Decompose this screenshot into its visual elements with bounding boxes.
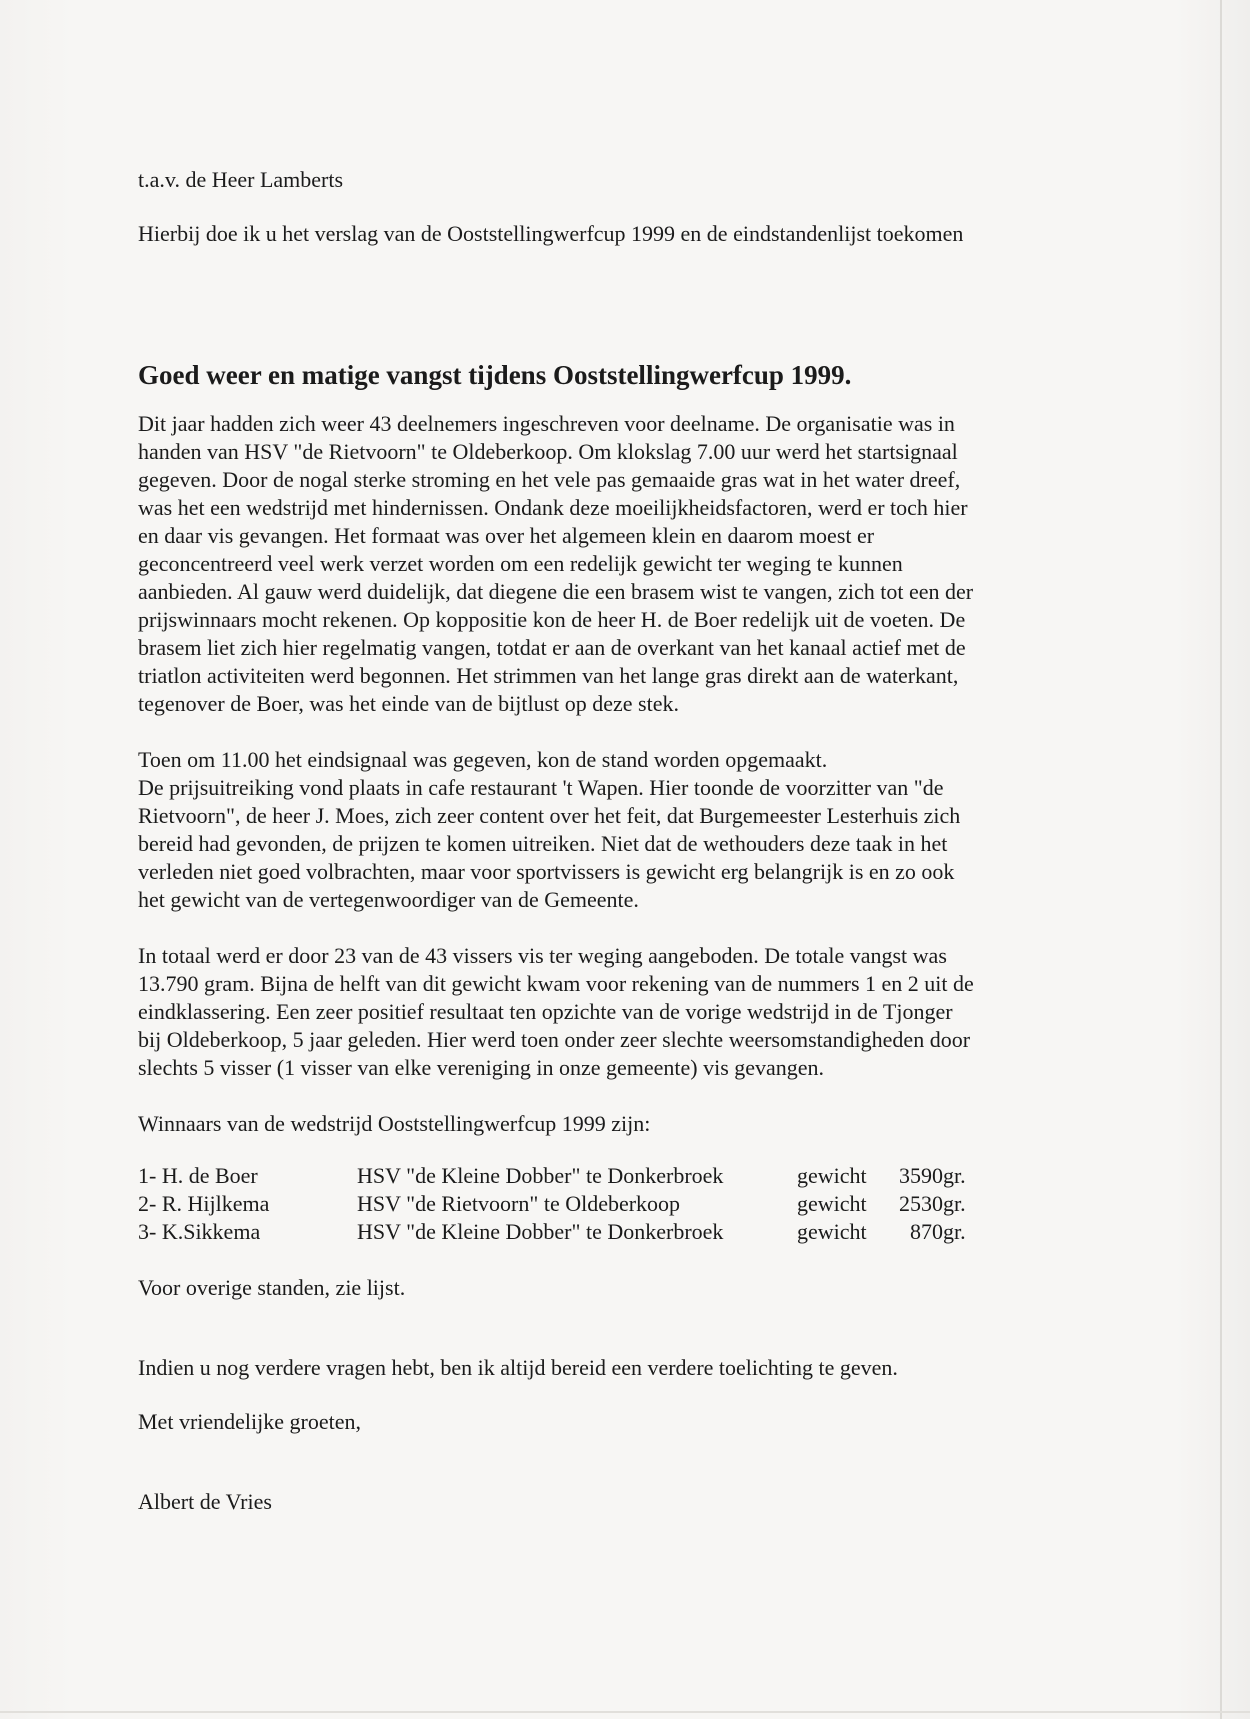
paragraph-line: gegeven. Door de nogal sterke stroming en het vele pas gemaaide gras wat in het water dreef, <box>138 467 961 492</box>
other-standings-line: Voor overige standen, zie lijst. <box>138 1275 406 1300</box>
winner-club: HSV "de Rietvoorn" te Oldeberkoop <box>357 1191 681 1216</box>
paragraph-line: Rietvoorn", de heer J. Moes, zich zeer content over het feit, dat Burgemeester Lesterhuis zich <box>138 803 961 828</box>
paragraph-1 <box>138 410 1078 718</box>
table-row <box>138 1218 973 1246</box>
paragraph-line: Dit jaar hadden zich weer 43 deelnemers ingeschreven voor deelname. De organisatie was in <box>138 411 955 436</box>
table-row <box>138 1190 973 1218</box>
weight-label: gewicht <box>797 1163 867 1188</box>
greeting-line: Met vriendelijke groeten, <box>138 1409 361 1434</box>
paragraph-line: tegenover de Boer, was het einde van de bijtlust op deze stek. <box>138 691 679 716</box>
weight-value: 2530 <box>899 1191 943 1216</box>
paragraph-line: en daar vis gevangen. Het formaat was over het algemeen klein en daarom moest er <box>138 523 875 548</box>
article-title: Goed weer en matige vangst tijdens Ooststellingwerfcup 1999. <box>138 360 852 390</box>
weight-unit: gr. <box>943 1219 966 1244</box>
paragraph-line: triatlon activiteiten werd begonnen. Het strimmen van het lange gras direkt aan de waterkant, <box>138 663 959 688</box>
weight-value: 870 <box>910 1219 943 1244</box>
winners-intro: Winnaars van de wedstrijd Ooststellingwerfcup 1999 zijn: <box>138 1111 651 1136</box>
paragraph-line: prijswinnaars mocht rekenen. Op koppositie kon de heer H. de Boer redelijk uit de voeten. De <box>138 607 966 632</box>
winner-club: HSV "de Kleine Dobber" te Donkerbroek <box>357 1163 724 1188</box>
paper-edge-bottom <box>0 1711 1250 1713</box>
paragraph-line: Toen om 11.00 het eindsignaal was gegeven, kon de stand worden opgemaakt. <box>138 747 828 772</box>
paragraph-3 <box>138 942 1078 1082</box>
paragraph-line: In totaal werd er door 23 van de 43 vissers vis ter weging aangeboden. De totale vangst was <box>138 943 947 968</box>
closing-line: Indien u nog verdere vragen hebt, ben ik altijd bereid een verdere toelichting te geven. <box>138 1355 898 1380</box>
weight-label: gewicht <box>797 1191 867 1216</box>
paragraph-line: verleden niet goed volbrachten, maar voor sportvissers is gewicht erg belangrijk is en zo ook <box>138 859 955 884</box>
paragraph-line: brasem liet zich hier regelmatig vangen, totdat er aan de overkant van het kanaal actief met de <box>138 635 966 660</box>
paragraph-line: het gewicht van de vertegenwoordiger van de Gemeente. <box>138 887 639 912</box>
paragraph-line: De prijsuitreiking vond plaats in cafe restaurant 't Wapen. Hier toonde de voorzitter van "de <box>138 775 944 800</box>
paragraph-line: eindklassering. Een zeer positief resultaat ten opzichte van de vorige wedstrijd in de Tjonger <box>138 999 953 1024</box>
winners-table <box>138 1162 973 1246</box>
letter-body <box>138 166 1078 1516</box>
winner-club: HSV "de Kleine Dobber" te Donkerbroek <box>357 1219 724 1244</box>
paragraph-line: handen van HSV "de Rietvoorn" te Oldeberkoop. Om klokslag 7.00 uur werd het startsignaal <box>138 439 958 464</box>
winner-name: 3- K.Sikkema <box>138 1219 261 1244</box>
paragraph-line: geconcentreerd veel werk verzet worden om een redelijk gewicht ter weging te kunnen <box>138 551 903 576</box>
intro-line: Hierbij doe ik u het verslag van de Ooststellingwerfcup 1999 en de eindstandenlijst toekomen <box>138 221 964 246</box>
paragraph-line: bereid had gevonden, de prijzen te komen uitreiken. Niet dat de wethouders deze taak in het <box>138 831 948 856</box>
paragraph-line: bij Oldeberkoop, 5 jaar geleden. Hier werd toen onder zeer slechte weersomstandigheden door <box>138 1027 971 1052</box>
weight-label: gewicht <box>797 1219 867 1244</box>
paragraph-line: was het een wedstrijd met hindernissen. Ondank deze moeilijkheidsfactoren, werd er toch hier <box>138 495 968 520</box>
table-row <box>138 1162 973 1190</box>
addressee-line: t.a.v. de Heer Lamberts <box>138 167 344 192</box>
paragraph-line: slechts 5 visser (1 visser van elke vereniging in onze gemeente) vis gevangen. <box>138 1055 825 1080</box>
paragraph-line: 13.790 gram. Bijna de helft van dit gewicht kwam voor rekening van de nummers 1 en 2 uit de <box>138 971 974 996</box>
paragraph-2 <box>138 746 1078 914</box>
paper-edge-right <box>1220 0 1222 1719</box>
winner-name: 1- H. de Boer <box>138 1163 258 1188</box>
weight-value: 3590 <box>899 1163 943 1188</box>
paragraph-line: aanbieden. Al gauw werd duidelijk, dat diegene die een brasem wist te vangen, zich tot een der <box>138 579 974 604</box>
weight-unit: gr. <box>943 1163 966 1188</box>
winner-name: 2- R. Hijlkema <box>138 1191 270 1216</box>
signature-name: Albert de Vries <box>138 1489 272 1514</box>
weight-unit: gr. <box>943 1191 966 1216</box>
